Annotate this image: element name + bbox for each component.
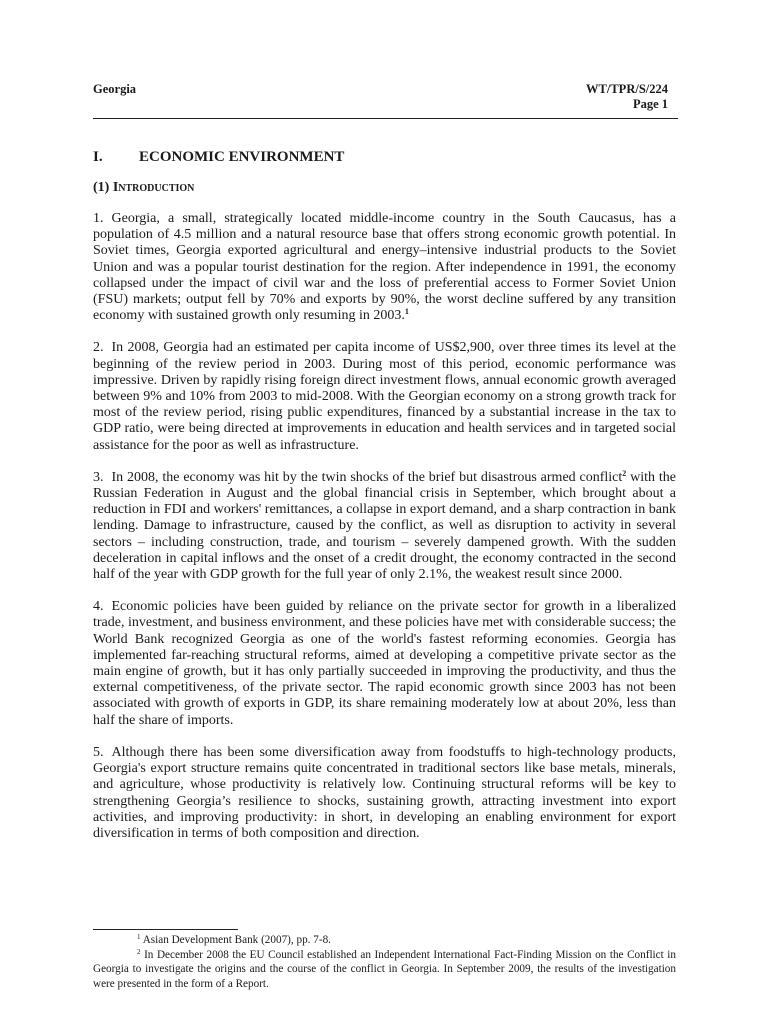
subsection-heading — [93, 180, 194, 196]
footnote-number: 2 — [137, 947, 141, 956]
footnote-text: In December 2008 the EU Council established an Independent International Fact-Finding Mission on the Conflict in Georgia to investigate the origins and the course of the conflict in Georgia. In September 2009, the results of the investigation were presented in the form of a Report. — [93, 948, 677, 990]
paragraph-text: Georgia, a small, strategically located middle-income country in the South Caucasus, has a population of 4.5 million and a natural resource base that offers strong economic growth potential. In Soviet times, Georgia exported agricultural and energy–intensive industrial products to the Soviet Union and was a popular tourist destination for the region. After independence in 1991, the economy collapsed under the impact of civil war and the loss of preferential access to Former Soviet Union (FSU) markets; output fell by 70% and exports by 90%, the worst decline suffered by any transition economy with sustained growth only resuming in 2003. — [93, 211, 676, 324]
header-rule — [93, 118, 678, 119]
section-title: ECONOMIC ENVIRONMENT — [139, 149, 345, 165]
paragraph — [93, 470, 676, 583]
footnote — [93, 948, 676, 992]
subsection-title: Introduction — [112, 180, 195, 195]
paragraph-text: In 2008, the economy was hit by the twin shocks of the brief but disastrous armed conflict — [111, 469, 623, 485]
section-number: I. — [93, 149, 103, 165]
paragraph-text: Although there has been some diversification away from foodstuffs to high-technology products, Georgia's export structure remains quite concentrated in traditional sectors like base metals, minerals, and agriculture, whose productivity is relatively low. Continuing structural reforms will be key to strengthening Georgia’s resilience to shocks, sustaining growth, attracting investment into export activities, and improving productivity: in short, in developing an enabling environment for export diversification in terms of both composition and direction. — [93, 744, 676, 841]
paragraph — [93, 211, 676, 324]
footnote-separator — [93, 929, 238, 930]
paragraph — [93, 599, 676, 729]
footnote-ref: 2 — [622, 468, 627, 478]
body-text — [93, 211, 676, 858]
paragraph-text: In 2008, Georgia had an estimated per capita income of US$2,900, over three times its level at the beginning of the review period in 2003. During most of this period, economic performance was impressive. Driven by rapidly rising foreign direct investment flows, annual economic growth averaged between 9% and 10% from 2003 to mid-2008. With the Georgian economy on a strong growth track for most of the review period, rising public expenditures, financed by a substantial increase in the tax to GDP ratio, were being directed at improvements in education and health services and in targeted social assistance for the poor as well as infrastructure. — [93, 340, 676, 453]
footnote-text: Asian Development Bank (2007), pp. 7-8. — [142, 934, 331, 946]
paragraph-number: 2. — [93, 340, 104, 356]
header-doc-symbol: WT/TPR/S/224 — [586, 82, 668, 96]
paragraph-text-continued: with the Russian Federation in August and the global financial crisis in September, which brought about a reduction in FDI and workers' remittances, a collapse in export demand, and a sharp contraction in bank lending. Damage to infrastructure, caused by the conflict, as well as disruption to activity in several sectors – including construction, trade, and tourism – severely dampened growth. With the sudden deceleration in capital inflows and the onset of a credit drought, the economy contracted in the second half of the year with GDP growth for the full year of only 2.1%, the weakest result since 2000. — [93, 469, 677, 583]
footnote-ref: 1 — [404, 307, 409, 317]
section-heading — [93, 149, 344, 166]
footnote-number: 1 — [137, 933, 141, 941]
paragraph-number: 3. — [93, 469, 104, 485]
subsection-number: (1) — [93, 180, 110, 195]
paragraph — [93, 340, 676, 453]
paragraph-number: 4. — [93, 599, 104, 615]
header-page-number: Page 1 — [632, 97, 668, 111]
paragraph-number: 1. — [93, 211, 104, 226]
footnotes — [93, 933, 676, 991]
header-right — [586, 82, 668, 112]
header-country: Georgia — [93, 82, 137, 96]
footnote — [93, 933, 676, 948]
paragraph — [93, 745, 676, 842]
paragraph-number: 5. — [93, 744, 104, 760]
paragraph-text: Economic policies have been guided by reliance on the private sector for growth in a liberalized trade, investment, and business environment, and these policies have met with considerable success; the World Bank recognized Georgia as one of the world's fastest reforming economies. Georgia has implemented far-reaching structural reforms, aimed at developing a competitive private sector as the main engine of growth, but it has only partially succeeded in improving the productivity, and thus the external competitiveness, of the private sector. The rapid economic growth since 2003 has not been associated with growth of exports in GDP, its share remaining moderately low at about 20%, less than half the share of imports. — [93, 599, 676, 728]
